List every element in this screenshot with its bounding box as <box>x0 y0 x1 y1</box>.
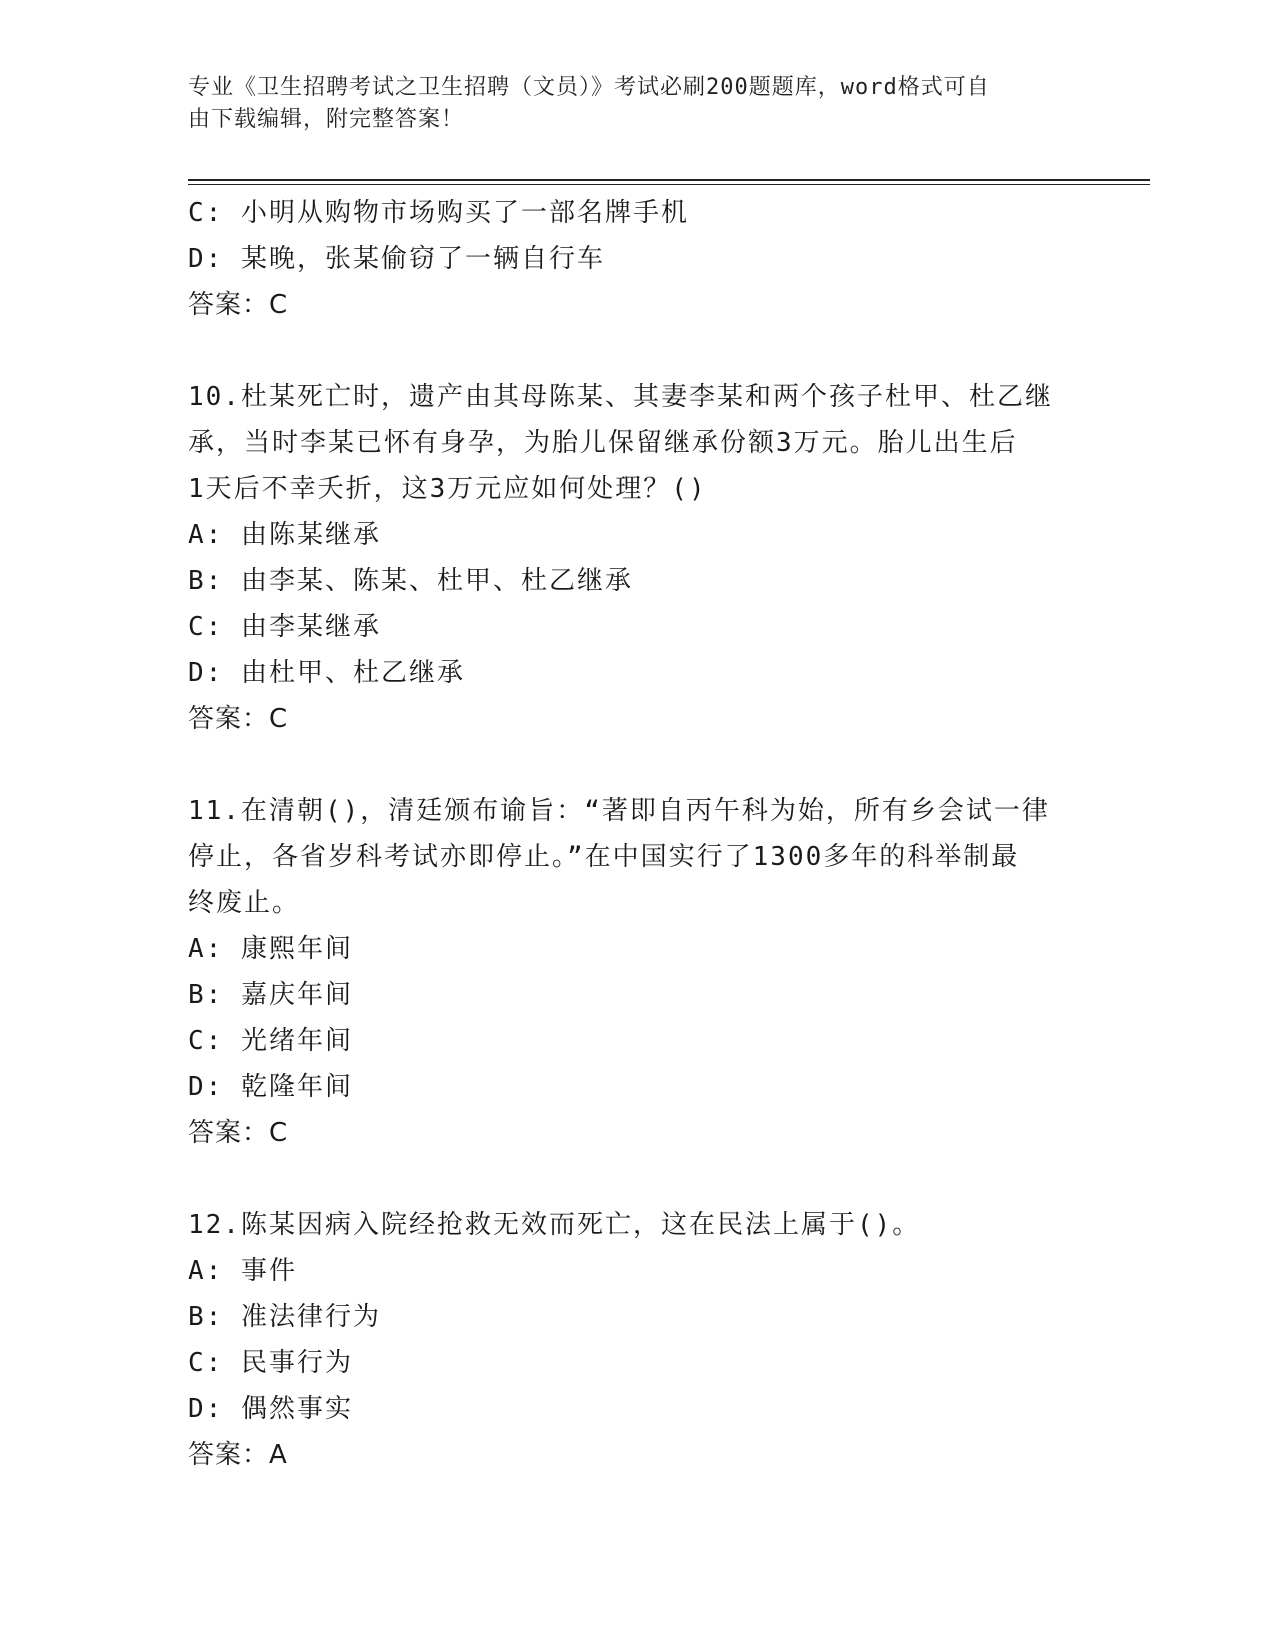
header-line-1: 专业《卫生招聘考试之卫生招聘（文员）》考试必刷200题题库，word格式可自 <box>188 75 990 100</box>
question-text-line: 终废止。 <box>188 888 301 918</box>
option-a: A: 事件 <box>188 1256 297 1286</box>
answer: 答案：C <box>188 1118 289 1148</box>
option-d: D: 乾隆年间 <box>188 1072 353 1102</box>
question-text-line: 11.在清朝()，清廷颁布谕旨：“著即自丙午科为始，所有乡会试一律 <box>188 796 1050 826</box>
header-line-2: 由下载编辑，附完整答案！ <box>188 107 465 132</box>
option-c: C: 小明从购物市场购买了一部名牌手机 <box>188 198 689 228</box>
question-text <box>188 1202 1068 1248</box>
option-c: C: 民事行为 <box>188 1348 353 1378</box>
question-text-line: 1天后不幸夭折，这3万元应如何处理？() <box>188 474 707 504</box>
option-d: D: 偶然事实 <box>188 1394 353 1424</box>
spacer <box>188 1156 1088 1202</box>
option-d: D: 由杜甲、杜乙继承 <box>188 658 465 688</box>
option-a: A: 由陈某继承 <box>188 520 381 550</box>
answer: 答案：C <box>188 704 289 734</box>
question-text-line: 停止，各省岁科考试亦即停止。”在中国实行了1300多年的科举制最 <box>188 842 1020 872</box>
header-divider-thin <box>188 184 1150 185</box>
option-a: A: 康熙年间 <box>188 934 353 964</box>
header-divider-thick <box>188 179 1150 181</box>
option-b: B: 嘉庆年间 <box>188 980 353 1010</box>
spacer <box>188 328 1088 374</box>
document-header <box>188 72 1088 136</box>
spacer <box>188 742 1088 788</box>
question-text <box>188 374 1068 512</box>
question-12 <box>188 1202 1088 1478</box>
question-text-line: 12.陈某因病入院经抢救无效而死亡，这在民法上属于()。 <box>188 1210 921 1240</box>
question-text-line: 10.杜某死亡时，遗产由其母陈某、其妻李某和两个孩子杜甲、杜乙继 <box>188 382 1053 412</box>
option-b: B: 由李某、陈某、杜甲、杜乙继承 <box>188 566 633 596</box>
question-9-tail <box>188 190 1088 328</box>
question-text <box>188 788 1068 926</box>
option-c: C: 由李某继承 <box>188 612 381 642</box>
question-11 <box>188 788 1088 1156</box>
question-list <box>188 190 1088 1478</box>
option-d: D: 某晚，张某偷窃了一辆自行车 <box>188 244 605 274</box>
answer: 答案：C <box>188 290 289 320</box>
question-10 <box>188 374 1088 742</box>
option-c: C: 光绪年间 <box>188 1026 353 1056</box>
question-text-line: 承，当时李某已怀有身孕，为胎儿保留继承份额3万元。胎儿出生后 <box>188 428 1018 458</box>
option-b: B: 准法律行为 <box>188 1302 381 1332</box>
answer: 答案：A <box>188 1440 288 1470</box>
